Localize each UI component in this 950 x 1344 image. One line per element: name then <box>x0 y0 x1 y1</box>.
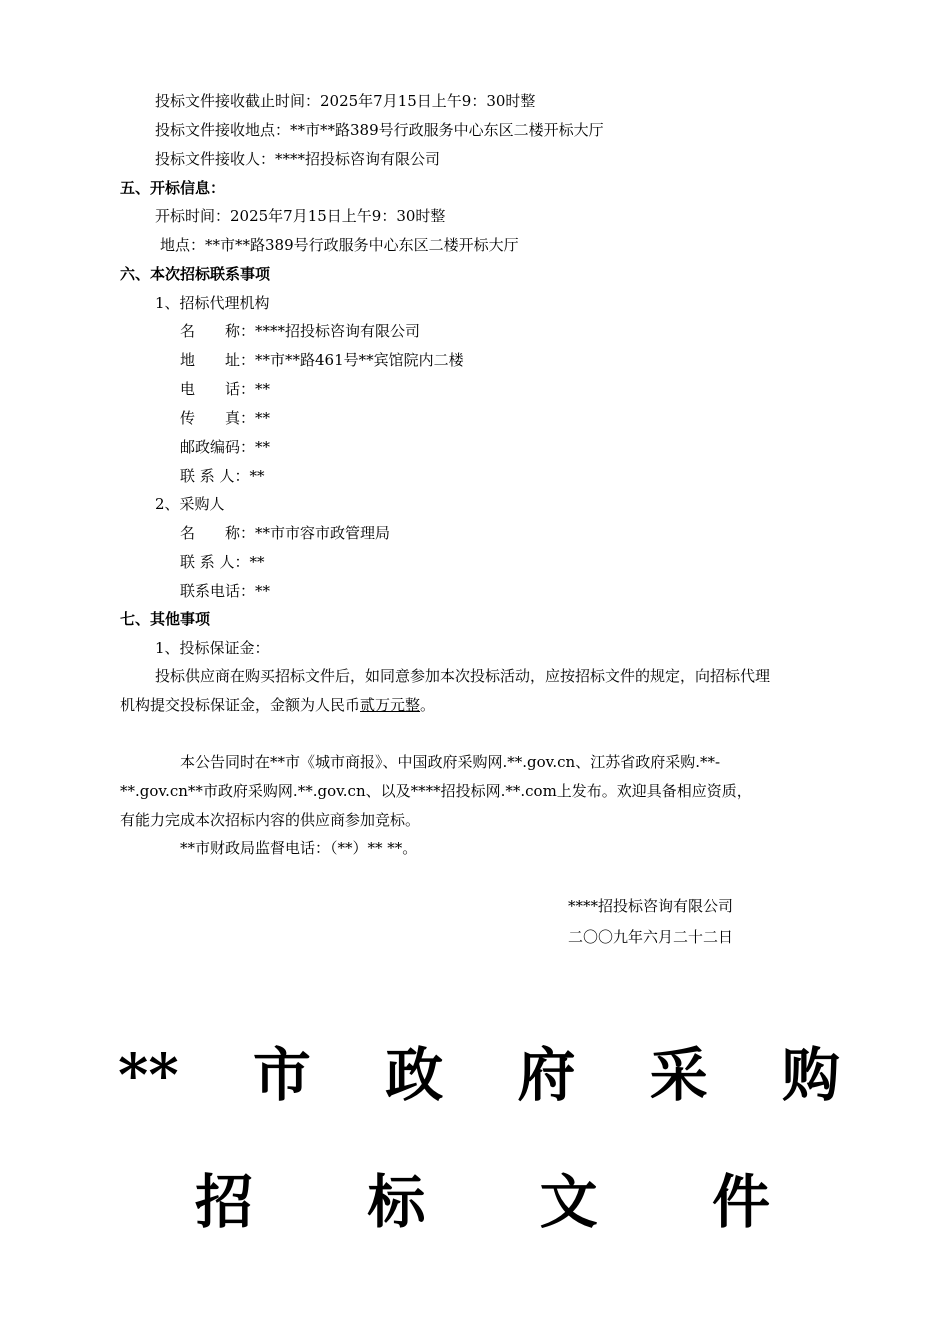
cover-char: 购 <box>781 1041 840 1109</box>
signature-date: 二〇〇九年六月二十二日 <box>568 928 734 946</box>
supervision-phone: **市财政局监督电话：（**）** **。 <box>180 839 418 857</box>
deposit-title: 1、投标保证金： <box>155 639 270 657</box>
purchaser-phone: 联系电话：** <box>180 582 271 600</box>
cover-char: 政 <box>385 1041 444 1109</box>
agency-name: 名 称：****招投标咨询有限公司 <box>180 322 421 340</box>
agency-address: 地 址：**市**路461号**宾馆院内二楼 <box>180 351 464 369</box>
cover-char: 件 <box>711 1168 770 1236</box>
cover-char: 府 <box>517 1041 576 1109</box>
cover-char: ** <box>118 1041 179 1109</box>
section6-heading: 六、本次招标联系事项 <box>120 265 271 283</box>
cover-title-line1 <box>118 1040 840 1110</box>
purchaser-contact: 联 系 人：** <box>180 553 265 571</box>
agency-phone: 电 话：** <box>180 380 271 398</box>
deposit-paragraph-line1: 投标供应商在购买招标文件后，如同意参加本次投标活动，应按招标文件的规定，向招标代理 <box>155 667 771 685</box>
opening-location-line: 地点：**市**路389号行政服务中心东区二楼开标大厅 <box>160 236 519 254</box>
deposit-paragraph-line2 <box>120 695 435 715</box>
cover-char: 标 <box>367 1168 426 1236</box>
cover-char: 招 <box>195 1168 254 1236</box>
deposit-amount: 贰万元整 <box>360 696 421 714</box>
notice-line3: 有能力完成本次招标内容的供应商参加竞标。 <box>120 811 421 829</box>
notice-line2: **.gov.cn**市政府采购网.**.gov.cn、以及****招投标网.**.com上发布。欢迎具备相应资质， <box>120 782 752 800</box>
section7-heading: 七、其他事项 <box>120 610 211 628</box>
purchaser-name: 名 称：**市市容市政管理局 <box>180 524 391 542</box>
cover-char: 文 <box>539 1168 598 1236</box>
cover-char: 市 <box>252 1041 311 1109</box>
cover-title-line2 <box>195 1167 770 1237</box>
deadline-line: 投标文件接收截止时间：2025年7月15日上午9：30时整 <box>155 92 536 110</box>
signature-company: ****招投标咨询有限公司 <box>568 897 734 915</box>
deposit-text: 机构提交投标保证金，金额为人民币 <box>120 696 361 714</box>
purchaser-title: 2、采购人 <box>155 495 225 513</box>
agency-title: 1、招标代理机构 <box>155 294 270 312</box>
notice-line1: 本公告同时在**市《城市商报》、中国政府采购网.**.gov.cn、江苏省政府采购.**- <box>180 753 721 771</box>
section5-heading: 五、开标信息： <box>120 179 226 197</box>
location-line: 投标文件接收地点：**市**路389号行政服务中心东区二楼开标大厅 <box>155 121 604 139</box>
agency-fax: 传 真：** <box>180 409 271 427</box>
agency-contact: 联 系 人：** <box>180 467 265 485</box>
agency-postcode: 邮政编码：** <box>180 438 271 456</box>
cover-char: 采 <box>649 1041 708 1109</box>
opening-time-line: 开标时间：2025年7月15日上午9：30时整 <box>155 207 446 225</box>
receiver-line: 投标文件接收人：****招投标咨询有限公司 <box>155 150 441 168</box>
deposit-period: 。 <box>420 696 436 714</box>
